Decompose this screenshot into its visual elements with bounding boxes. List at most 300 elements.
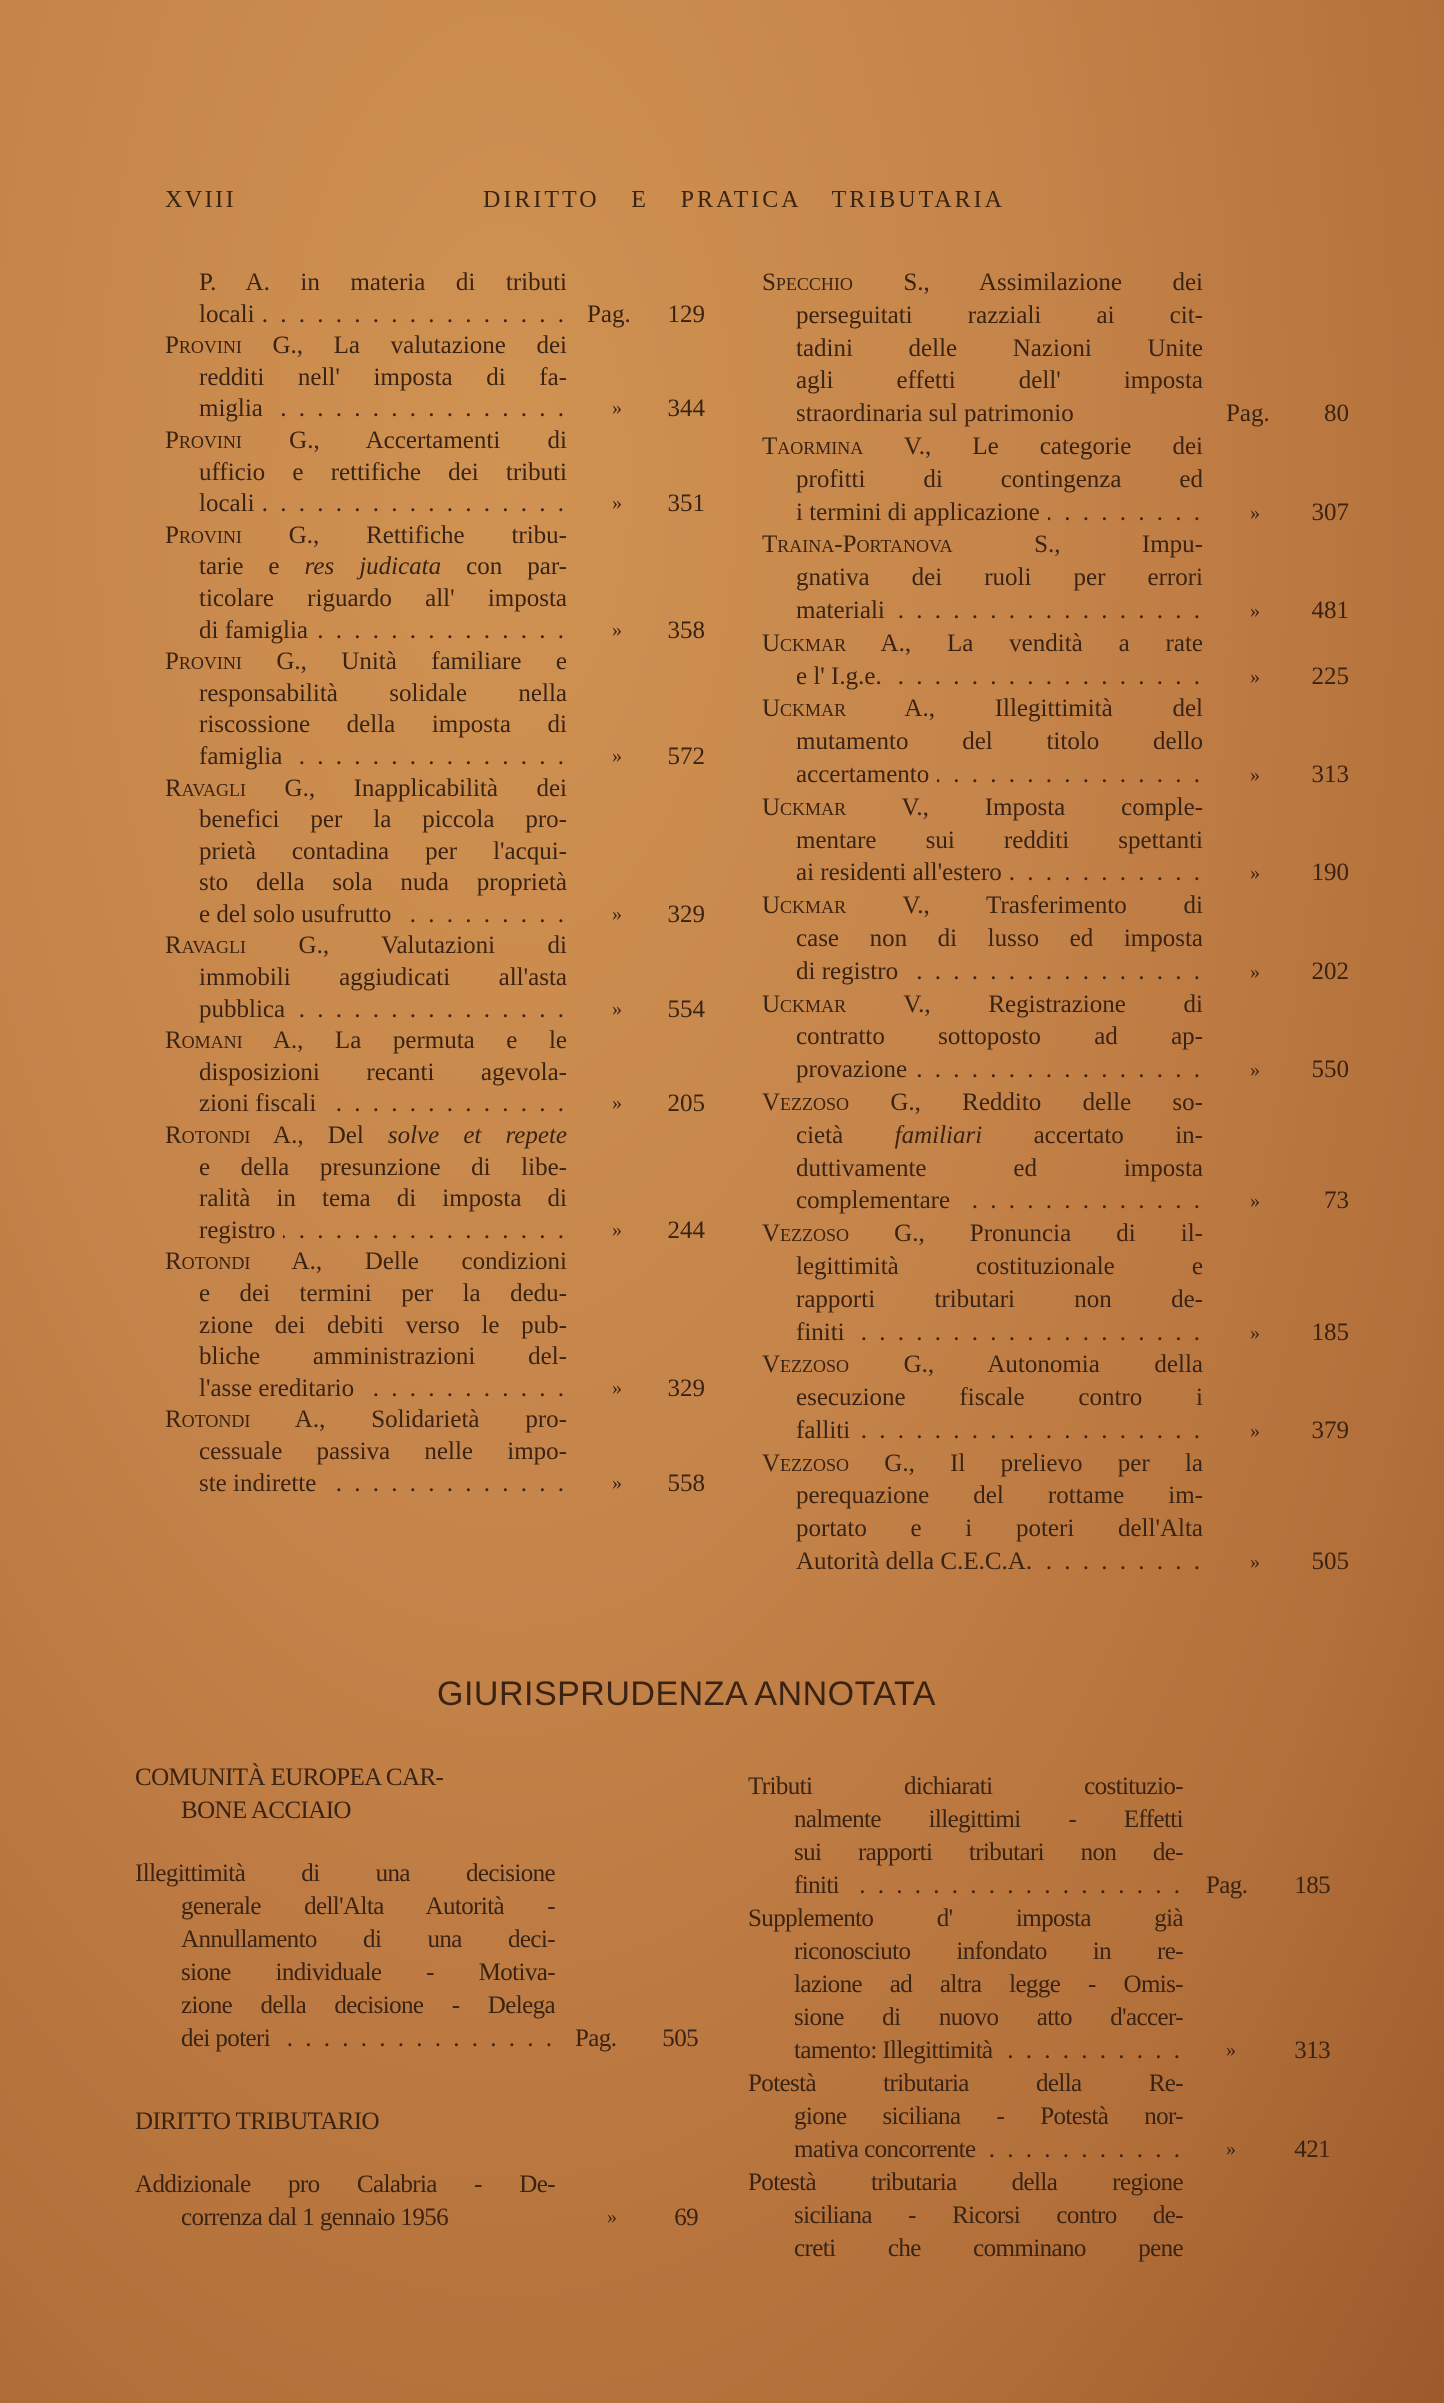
page-number: 505 <box>662 2025 698 2052</box>
author-name: Vezzoso G., <box>762 1351 935 1379</box>
entry-text: generale dell'Alta Autorità - <box>181 1893 555 1920</box>
entry-line <box>165 551 567 583</box>
entry-line <box>748 2001 1183 2034</box>
entry-text: ufficio e rettifiche dei tributi <box>199 458 567 486</box>
entry-text: case non di lusso ed imposta <box>796 924 1203 952</box>
dot-leader <box>271 393 567 425</box>
page-number: 129 <box>667 300 705 328</box>
entry-text-wrap <box>796 1546 1032 1579</box>
entry-text: i termini di applicazione <box>796 498 1040 526</box>
index-entry <box>762 267 1349 431</box>
entry-text: dei poteri <box>181 2025 271 2052</box>
jurisprudence-column-left <box>135 1761 698 2234</box>
author-name: Uckmar A., <box>762 629 912 657</box>
entry-text: Potestà tributaria della regione <box>748 2169 1183 2196</box>
page-number: 481 <box>1311 596 1349 624</box>
entry-line <box>165 1246 567 1278</box>
entry-text: mentare sui redditi spettanti <box>796 826 1203 854</box>
index-entry <box>165 267 705 330</box>
entry-line <box>762 693 1203 726</box>
entry-line <box>748 2232 1183 2265</box>
entry-text-wrap <box>181 2201 448 2234</box>
entry-line <box>165 615 705 647</box>
entry-line <box>748 2067 1183 2100</box>
page-ref-label: » <box>607 2206 617 2228</box>
page-ref-label: » <box>1250 1321 1260 1344</box>
entry-text: Delle condizioni <box>322 1248 568 1276</box>
entry-line <box>748 1902 1183 1935</box>
entry-line <box>748 1836 1183 1869</box>
entry-text: Autonomia della <box>934 1351 1203 1379</box>
entry-text: Reddito delle so- <box>920 1088 1203 1116</box>
entry-text: perequazione del rottame im- <box>796 1482 1203 1510</box>
entry-text: lazione ad altra legge - Omis- <box>794 1971 1183 1998</box>
dot-leader <box>958 1185 1203 1218</box>
entry-text: e del solo usufrutto <box>199 900 392 928</box>
entry-line <box>165 994 705 1026</box>
page-number: 329 <box>667 1374 705 1402</box>
page-ref-label: » <box>612 744 622 767</box>
index-entry <box>748 2166 1183 2265</box>
entry-text: Pronuncia di il- <box>924 1220 1204 1248</box>
entry-line <box>165 1404 567 1436</box>
entry-line <box>748 1968 1183 2001</box>
page-ref-label: » <box>1250 1419 1260 1442</box>
author-name: Ravagli G., <box>165 932 330 960</box>
entry-text: Unità familiare e <box>306 648 567 676</box>
dot-leader <box>1048 497 1203 530</box>
entry-line <box>165 1215 705 1247</box>
entry-text: mativa concorrente <box>794 2136 976 2163</box>
entry-text-wrap <box>796 759 929 792</box>
entry-line <box>748 2034 1330 2067</box>
dot-leader <box>316 615 567 647</box>
entry-line <box>165 962 567 994</box>
entry-text-wrap <box>796 1054 907 1087</box>
entry-text: falliti <box>796 1416 851 1444</box>
section-heading: GIURISPRUDENZA ANNOTATA <box>437 1675 936 1713</box>
author-name: Vezzoso G., <box>762 1220 925 1248</box>
dot-leader <box>324 1088 567 1120</box>
page-ref-label: » <box>612 1471 622 1494</box>
entry-line <box>748 2199 1183 2232</box>
index-entry <box>762 693 1349 791</box>
entry-line <box>762 1185 1349 1218</box>
author-name: Provini G., <box>165 426 320 454</box>
entry-line <box>762 1087 1203 1120</box>
page-number: 73 <box>1324 1187 1349 1215</box>
entry-text: ralità in tema di imposta di <box>199 1185 567 1213</box>
entry-text: Valutazioni di <box>329 932 568 960</box>
entry-line <box>165 1310 567 1342</box>
dot-leader <box>293 994 567 1026</box>
entry-line <box>165 899 705 931</box>
entry-text: siciliana - Ricorsi contro de- <box>794 2202 1183 2229</box>
index-entry <box>762 890 1349 988</box>
author-name: Vezzoso G., <box>762 1449 915 1477</box>
entry-text: portato e i poteri dell'Alta <box>796 1515 1203 1543</box>
page-ref-label: » <box>612 618 622 641</box>
entry-line <box>748 1803 1183 1836</box>
dot-leader <box>290 741 567 773</box>
entry-text: Tributi dichiarati costituzio- <box>748 1773 1183 1800</box>
entry-text: tarie e <box>199 553 305 581</box>
entry-line <box>762 989 1203 1022</box>
page-ref-label: » <box>1226 2138 1236 2160</box>
entry-line <box>762 726 1203 759</box>
index-entry <box>165 330 705 425</box>
page-ref-label: » <box>612 1092 622 1115</box>
entry-text: La vendità a rate <box>911 629 1203 657</box>
entry-text: mutamento del titolo dello <box>796 728 1203 756</box>
entry-line <box>762 365 1203 398</box>
entry-text: rapporti tributari non de- <box>796 1285 1203 1313</box>
entry-line <box>762 628 1203 661</box>
page-number: 329 <box>667 900 705 928</box>
page-number: 225 <box>1311 662 1349 690</box>
page-ref-label: » <box>1250 599 1260 622</box>
entry-line <box>762 1382 1203 1415</box>
entry-line <box>762 825 1203 858</box>
entry-text: Del <box>303 1122 388 1150</box>
entry-text-wrap <box>199 299 255 331</box>
entry-text-wrap <box>199 1088 316 1120</box>
entry-text: Assimilazione dei <box>929 269 1203 296</box>
entry-text-wrap <box>796 1415 850 1448</box>
index-entry <box>165 773 705 931</box>
entry-line <box>762 1349 1203 1382</box>
italic-title: res judicata <box>304 553 442 581</box>
entry-line <box>748 2100 1183 2133</box>
index-entry <box>165 1120 705 1246</box>
index-entry <box>748 2067 1330 2166</box>
entry-line <box>165 709 567 741</box>
entry-line <box>135 2168 555 2201</box>
entry-text: Impu- <box>1060 531 1203 559</box>
dot-leader <box>983 2133 1183 2166</box>
entry-text: miglia <box>199 395 263 423</box>
entry-line <box>748 2133 1330 2166</box>
page-number: 185 <box>1311 1318 1349 1346</box>
author-name: Provini G., <box>165 648 307 676</box>
entry-line <box>165 1373 705 1405</box>
entry-line <box>165 362 567 394</box>
entry-line <box>762 464 1203 497</box>
dot-leader <box>893 595 1203 628</box>
page-number: 244 <box>667 1216 705 1244</box>
index-entry <box>165 425 705 520</box>
entry-text: accertato in- <box>982 1121 1203 1149</box>
entry-text: DIRITTO TRIBUTARIO <box>135 2108 379 2135</box>
entry-line <box>165 1057 567 1089</box>
entry-line <box>762 431 1203 464</box>
entry-text-wrap <box>796 661 882 694</box>
entry-line <box>762 497 1349 530</box>
entry-text: sione individuale - Motiva- <box>181 1959 555 1986</box>
entry-line <box>165 867 567 899</box>
entry-text: locali <box>199 490 255 518</box>
entry-text: e dei termini per la dedu- <box>199 1280 567 1307</box>
entry-line <box>165 330 567 362</box>
author-name: Uckmar V., <box>762 990 931 1018</box>
page-ref-label: Pag. <box>1226 400 1270 428</box>
page-number: 185 <box>1294 1872 1330 1899</box>
entry-line <box>165 457 567 489</box>
page-ref-label: » <box>612 492 622 515</box>
entry-line <box>165 1468 705 1500</box>
index-entry <box>165 930 705 1025</box>
entry-text: di registro <box>796 957 899 985</box>
index-entry <box>165 1246 705 1404</box>
entry-text: l'asse ereditario <box>199 1374 355 1402</box>
index-column-left <box>165 267 705 1499</box>
entry-text: Rettifiche tribu- <box>319 521 567 549</box>
entry-line <box>762 398 1349 431</box>
entry-text: ticolare riguardo all' imposta <box>199 584 567 612</box>
entry-text: e l' I.g.e. <box>796 662 882 690</box>
entry-text: agli effetti dell' imposta <box>796 367 1203 395</box>
page-number: 80 <box>1324 400 1349 428</box>
entry-text: Potestà tributaria della Re- <box>748 2070 1183 2097</box>
author-name: Specchio S., <box>762 269 930 296</box>
entry-line <box>165 1278 567 1310</box>
entry-line <box>165 741 705 773</box>
entry-text: legittimità costituzionale e <box>796 1252 1203 1280</box>
entry-text: tadini delle Nazioni Unite <box>796 334 1203 362</box>
entry-line <box>165 1152 567 1184</box>
entry-text: prietà contadina per l'acqui- <box>199 837 567 865</box>
entry-text: benefici per la piccola pro- <box>199 806 567 834</box>
dot-leader <box>853 1317 1203 1350</box>
entry-text-wrap <box>796 497 1040 530</box>
entry-text: zioni fiscali <box>199 1090 317 1118</box>
entry-text: locali <box>199 300 255 328</box>
index-entry <box>762 628 1349 694</box>
entry-line <box>165 930 567 962</box>
entry-line <box>165 678 567 710</box>
entry-text: gione siciliana - Potestà nor- <box>794 2103 1183 2130</box>
index-entry <box>762 792 1349 890</box>
entry-text-wrap <box>794 2034 993 2067</box>
entry-text: sto della sola nuda proprietà <box>199 869 567 897</box>
entry-line <box>762 1251 1203 1284</box>
entry-line <box>762 1284 1203 1317</box>
entry-text: finiti <box>794 1872 840 1899</box>
index-entry <box>762 431 1349 529</box>
entry-text: Annullamento di una deci- <box>181 1926 555 1953</box>
entry-text-wrap <box>199 741 282 773</box>
entry-text: Solidarietà pro- <box>325 1406 567 1434</box>
entry-text: ste indirette <box>199 1469 317 1497</box>
entry-line <box>762 1021 1203 1054</box>
index-entry <box>762 1218 1349 1349</box>
page-number: 205 <box>667 1090 705 1118</box>
index-entry <box>135 1857 698 2055</box>
entry-text: Illegittimità di una decisione <box>135 1860 555 1887</box>
page-ref-label: » <box>1250 1551 1260 1574</box>
entry-line <box>135 1890 555 1923</box>
index-entry <box>762 989 1349 1087</box>
entry-text: e della presunzione di libe- <box>199 1153 567 1181</box>
page-number: 550 <box>1311 1056 1349 1084</box>
entry-line <box>762 890 1203 923</box>
page-ref-label: Pag. <box>587 300 631 328</box>
entry-text: cessuale passiva nelle impo- <box>199 1437 567 1465</box>
category-heading <box>135 2105 555 2138</box>
entry-text: Il prelievo per la <box>914 1449 1203 1477</box>
page-ref-label: Pag. <box>1206 1872 1248 1899</box>
entry-line <box>165 1088 705 1120</box>
entry-text-wrap <box>796 857 1002 890</box>
entry-text: correnza dal 1 gennaio 1956 <box>181 2204 449 2231</box>
entry-line <box>762 759 1349 792</box>
index-column-right <box>762 267 1349 1579</box>
entry-text: riconosciuto infondato in re- <box>794 1938 1183 1965</box>
entry-text: Inapplicabilità dei <box>315 774 567 802</box>
author-name: Vezzoso G., <box>762 1088 921 1116</box>
entry-line <box>762 1480 1203 1513</box>
jurisprudence-column-right <box>748 1770 1330 2265</box>
entry-text-wrap <box>199 899 391 931</box>
entry-line <box>748 1770 1183 1803</box>
dot-leader <box>399 899 567 931</box>
entry-text: Supplemento d' imposta già <box>748 1905 1183 1932</box>
entry-line <box>135 2105 555 2138</box>
entry-line <box>762 1448 1203 1481</box>
entry-line <box>165 646 567 678</box>
dot-leader <box>890 661 1203 694</box>
index-entry <box>165 1404 705 1499</box>
index-entry <box>762 1448 1349 1579</box>
entry-text: sione di nuovo atto d'accer- <box>794 2004 1183 2031</box>
entry-text: BONE ACCIAIO <box>181 1797 351 1824</box>
dot-leader <box>1040 1546 1203 1579</box>
entry-text-wrap <box>796 956 898 989</box>
entry-text: profitti di contingenza ed <box>796 465 1203 493</box>
entry-text: pubblica <box>199 995 286 1023</box>
entry-text-wrap <box>199 1373 354 1405</box>
entry-text: ai residenti all'estero <box>796 859 1002 887</box>
entry-line <box>762 661 1349 694</box>
dot-leader <box>1010 857 1203 890</box>
entry-line <box>135 1956 555 1989</box>
entry-text: provazione <box>796 1056 908 1084</box>
entry-text-wrap <box>794 1869 839 1902</box>
entry-text: esecuzione fiscale contro i <box>796 1384 1203 1412</box>
index-entry <box>165 1025 705 1120</box>
page-number: 505 <box>1311 1548 1349 1576</box>
entry-text: COMUNITÀ EUROPEA CAR- <box>135 1764 444 1791</box>
entry-text: zione dei debiti verso le pub- <box>199 1311 567 1339</box>
page-ref-label: » <box>1250 1190 1260 1213</box>
entry-text-wrap <box>199 1215 275 1247</box>
dot-leader <box>847 1869 1183 1902</box>
entry-text-wrap <box>199 615 308 647</box>
entry-text-wrap <box>796 595 885 628</box>
page-ref-label: » <box>1250 501 1260 524</box>
entry-text: zione della decisione - Delega <box>181 1992 555 2019</box>
entry-text: P. A. in materia di tributi <box>199 269 567 296</box>
page-number: 313 <box>1311 760 1349 788</box>
entry-text: Illegittimità del <box>934 695 1203 723</box>
page-number: 572 <box>667 742 705 770</box>
entry-text: contratto sottoposto ad ap- <box>796 1023 1203 1051</box>
index-entry <box>135 2168 698 2234</box>
entry-text: accertamento <box>796 760 930 788</box>
entry-line <box>135 2201 698 2234</box>
page-ref-label: Pag. <box>575 2025 617 2052</box>
page-number: 558 <box>667 1469 705 1497</box>
page-ref-label: » <box>612 397 622 420</box>
entry-line <box>165 488 705 520</box>
entry-text: straordinaria sul patrimonio <box>796 400 1074 428</box>
dot-leader <box>858 1415 1203 1448</box>
dot-leader <box>263 299 567 331</box>
entry-line <box>135 2022 698 2055</box>
entry-text: con par- <box>441 553 567 581</box>
author-name: Rotondi A., <box>165 1248 323 1276</box>
entry-text-wrap <box>199 488 255 520</box>
entry-text-wrap <box>796 398 1074 431</box>
entry-text: duttivamente ed imposta <box>796 1154 1203 1182</box>
author-name: Rotondi A., <box>165 1406 326 1434</box>
entry-line <box>165 1120 567 1152</box>
index-entry <box>165 646 705 772</box>
entry-text: Autorità della C.E.C.A. <box>796 1548 1033 1576</box>
index-entry <box>748 1770 1330 1902</box>
author-name: Taormina V., <box>762 432 932 460</box>
author-name: Uckmar A., <box>762 695 935 723</box>
page-number: 313 <box>1294 2037 1330 2064</box>
entry-line <box>165 773 567 805</box>
page-ref-label: » <box>1226 2039 1236 2061</box>
category-heading <box>135 1761 555 1827</box>
author-name: Uckmar V., <box>762 793 929 821</box>
entry-line <box>762 1218 1203 1251</box>
dot-leader <box>324 1468 567 1500</box>
entry-line <box>165 299 705 331</box>
page-ref-label: » <box>612 1376 622 1399</box>
entry-text: responsabilità solidale nella <box>199 679 567 707</box>
entry-text: Imposta comple- <box>928 793 1204 821</box>
entry-line <box>165 393 705 425</box>
entry-text: tamento: Illegittimità <box>794 2037 993 2064</box>
entry-text: immobili aggiudicati all'asta <box>199 964 567 992</box>
index-entry <box>762 1087 1349 1218</box>
entry-text: La valutazione dei <box>303 332 567 360</box>
entry-text: complementare <box>796 1187 951 1215</box>
page-number: 190 <box>1311 859 1349 887</box>
author-name: Romani A., <box>165 1027 304 1055</box>
entry-text: La permuta e le <box>303 1027 567 1055</box>
dot-leader <box>915 1054 1203 1087</box>
entry-line <box>135 1923 555 1956</box>
entry-text: sui rapporti tributari non de- <box>794 1839 1183 1866</box>
index-entry <box>165 520 705 646</box>
entry-line <box>135 1761 555 1794</box>
entry-line <box>165 836 567 868</box>
entry-text-wrap <box>181 2022 270 2055</box>
entry-text: Addizionale pro Calabria - De- <box>135 2171 555 2198</box>
entry-line <box>748 2166 1183 2199</box>
entry-line <box>762 267 1203 300</box>
entry-line <box>165 583 567 615</box>
page-ref-label: » <box>1250 960 1260 983</box>
entry-line <box>762 333 1203 366</box>
dot-leader <box>906 956 1203 989</box>
entry-text: famiglia <box>199 742 283 770</box>
entry-line <box>165 267 567 299</box>
